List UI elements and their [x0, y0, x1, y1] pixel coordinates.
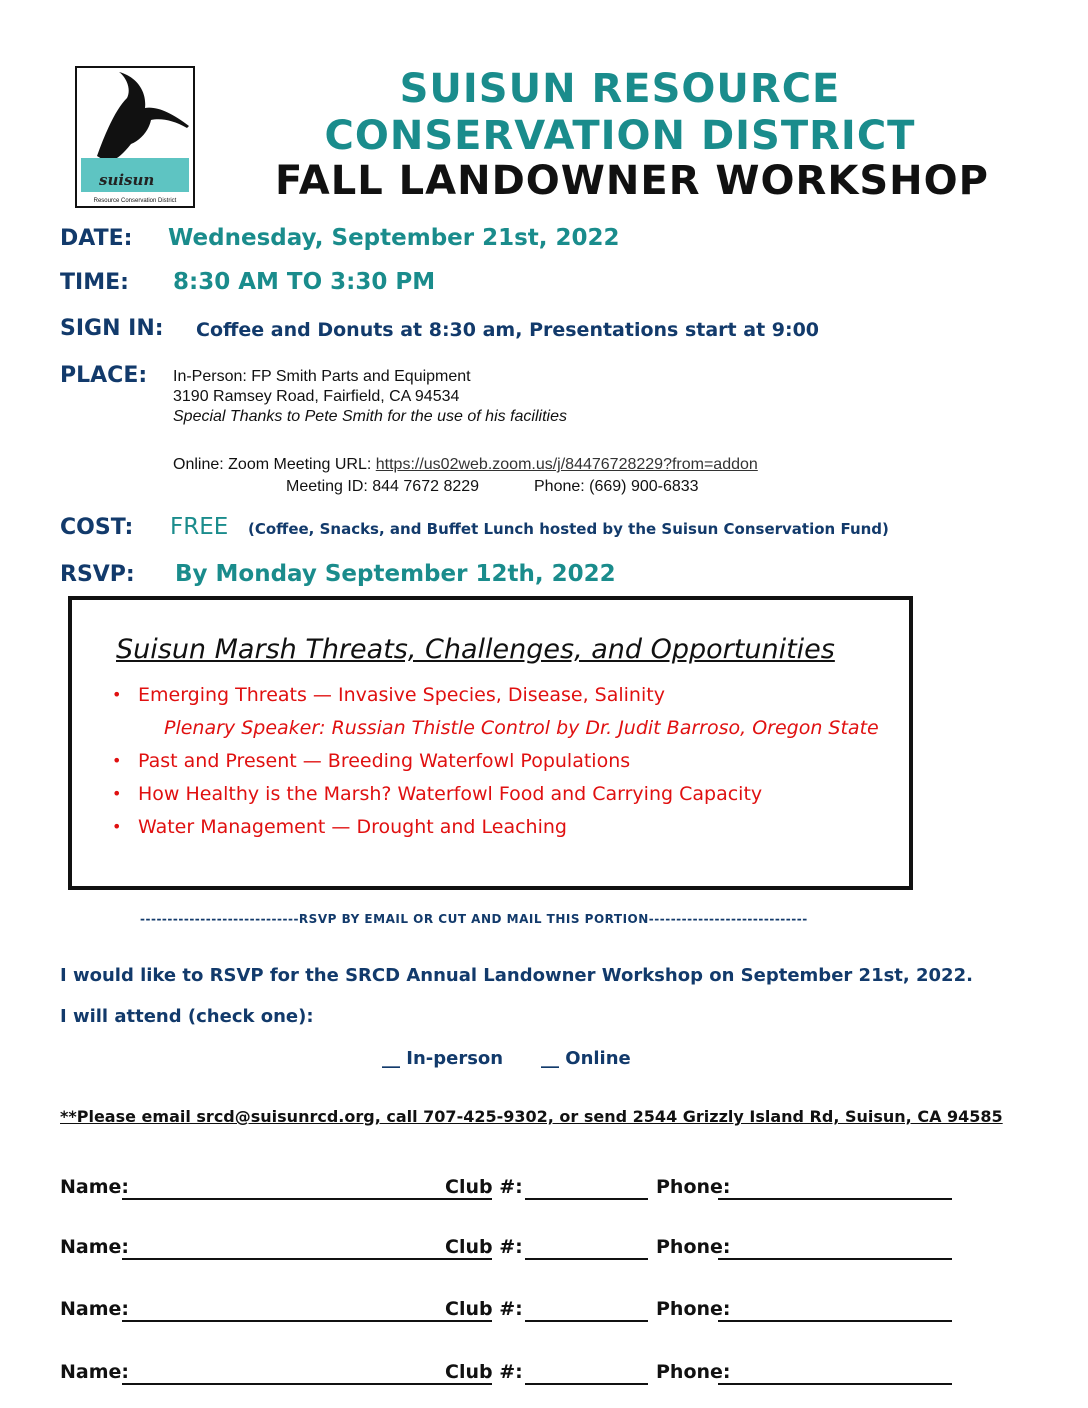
cost-note: (Coffee, Snacks, and Buffet Lunch hosted by the Suisun Conservation Fund)	[248, 520, 889, 538]
option-online[interactable]: __ Online	[541, 1048, 631, 1069]
form-row	[60, 1361, 960, 1389]
cost-value: FREE	[170, 514, 229, 540]
place-line-3: Special Thanks to Pete Smith for the use of his facilities	[173, 408, 567, 425]
rsvp-label: RSVP:	[60, 562, 135, 587]
logo	[75, 66, 195, 208]
agenda-item: • Past and Present — Breeding Waterfowl Populations	[112, 750, 631, 772]
club-field[interactable]	[525, 1258, 648, 1260]
logo-subtitle: Resource Conservation District	[93, 198, 177, 204]
name-label: Name:	[60, 1298, 130, 1320]
phone-field[interactable]	[718, 1320, 952, 1322]
org-line-1: SUISUN RESOURCE	[399, 66, 841, 112]
page-title: FALL LANDOWNER WORKSHOP	[275, 158, 989, 204]
org-line-2: CONSERVATION DISTRICT	[324, 113, 916, 159]
name-field[interactable]	[122, 1383, 492, 1385]
club-label: Club #:	[445, 1298, 523, 1320]
phone-field[interactable]	[718, 1198, 952, 1200]
signin-value: Coffee and Donuts at 8:30 am, Presentations start at 9:00	[196, 319, 820, 341]
place-line-1: In-Person: FP Smith Parts and Equipment	[173, 368, 471, 385]
rsvp-statement: I would like to RSVP for the SRCD Annual Landowner Workshop on September 21st, 2022.	[60, 965, 973, 986]
form-row	[60, 1298, 960, 1326]
name-field[interactable]	[122, 1258, 492, 1260]
date-value: Wednesday, September 21st, 2022	[168, 225, 620, 251]
club-label: Club #:	[445, 1176, 523, 1198]
club-field[interactable]	[525, 1383, 648, 1385]
club-label: Club #:	[445, 1236, 523, 1258]
phone-label: Phone:	[656, 1236, 731, 1258]
contact-instructions: **Please email srcd@suisunrcd.org, call 707-425-9302, or send 2544 Grizzly Island Rd, Suisun, CA 94585	[60, 1107, 1003, 1126]
agenda-item: • Emerging Threats — Invasive Species, Disease, Salinity	[112, 684, 665, 706]
signin-label: SIGN IN:	[60, 316, 164, 341]
option-inperson[interactable]: __ In-person	[382, 1048, 504, 1069]
phone-label: Phone:	[656, 1298, 731, 1320]
meeting-phone: Phone: (669) 900-6833	[534, 478, 699, 495]
club-field[interactable]	[525, 1320, 648, 1322]
name-field[interactable]	[122, 1198, 492, 1200]
cost-label: COST:	[60, 515, 134, 540]
logo-word: suisun	[99, 171, 155, 189]
form-row	[60, 1236, 960, 1264]
agenda-title: Suisun Marsh Threats, Challenges, and Opportunities	[116, 634, 835, 665]
agenda-list	[112, 684, 879, 849]
rsvp-value: By Monday September 12th, 2022	[175, 561, 616, 587]
phone-label: Phone:	[656, 1361, 731, 1383]
club-label: Club #:	[445, 1361, 523, 1383]
club-field[interactable]	[525, 1198, 648, 1200]
online-label: Online: Zoom Meeting URL:	[173, 456, 376, 473]
phone-field[interactable]	[718, 1383, 952, 1385]
place-line-2: 3190 Ramsey Road, Fairfield, CA 94534	[173, 388, 460, 405]
cut-divider: -----------------------------RSVP BY EMAIL OR CUT AND MAIL THIS PORTION-----------------------------	[140, 912, 808, 926]
attend-prompt: I will attend (check one):	[60, 1006, 314, 1027]
agenda-box	[68, 596, 913, 890]
name-label: Name:	[60, 1176, 130, 1198]
time-label: TIME:	[60, 270, 129, 295]
form-row	[60, 1176, 960, 1204]
time-value: 8:30 AM TO 3:30 PM	[173, 269, 436, 295]
heron-icon	[77, 68, 193, 168]
place-label: PLACE:	[60, 363, 148, 388]
online-line	[173, 456, 758, 474]
phone-label: Phone:	[656, 1176, 731, 1198]
date-label: DATE:	[60, 226, 133, 251]
agenda-item: • How Healthy is the Marsh? Waterfowl Food and Carrying Capacity	[112, 783, 763, 805]
name-label: Name:	[60, 1361, 130, 1383]
agenda-item: • Water Management — Drought and Leaching	[112, 816, 567, 838]
zoom-link[interactable]: https://us02web.zoom.us/j/84476728229?from=addon	[375, 456, 758, 473]
phone-field[interactable]	[718, 1258, 952, 1260]
agenda-subitem: Plenary Speaker: Russian Thistle Control by Dr. Judit Barroso, Oregon State	[164, 717, 879, 739]
name-field[interactable]	[122, 1320, 492, 1322]
name-label: Name:	[60, 1236, 130, 1258]
meeting-id: Meeting ID: 844 7672 8229	[286, 478, 480, 495]
